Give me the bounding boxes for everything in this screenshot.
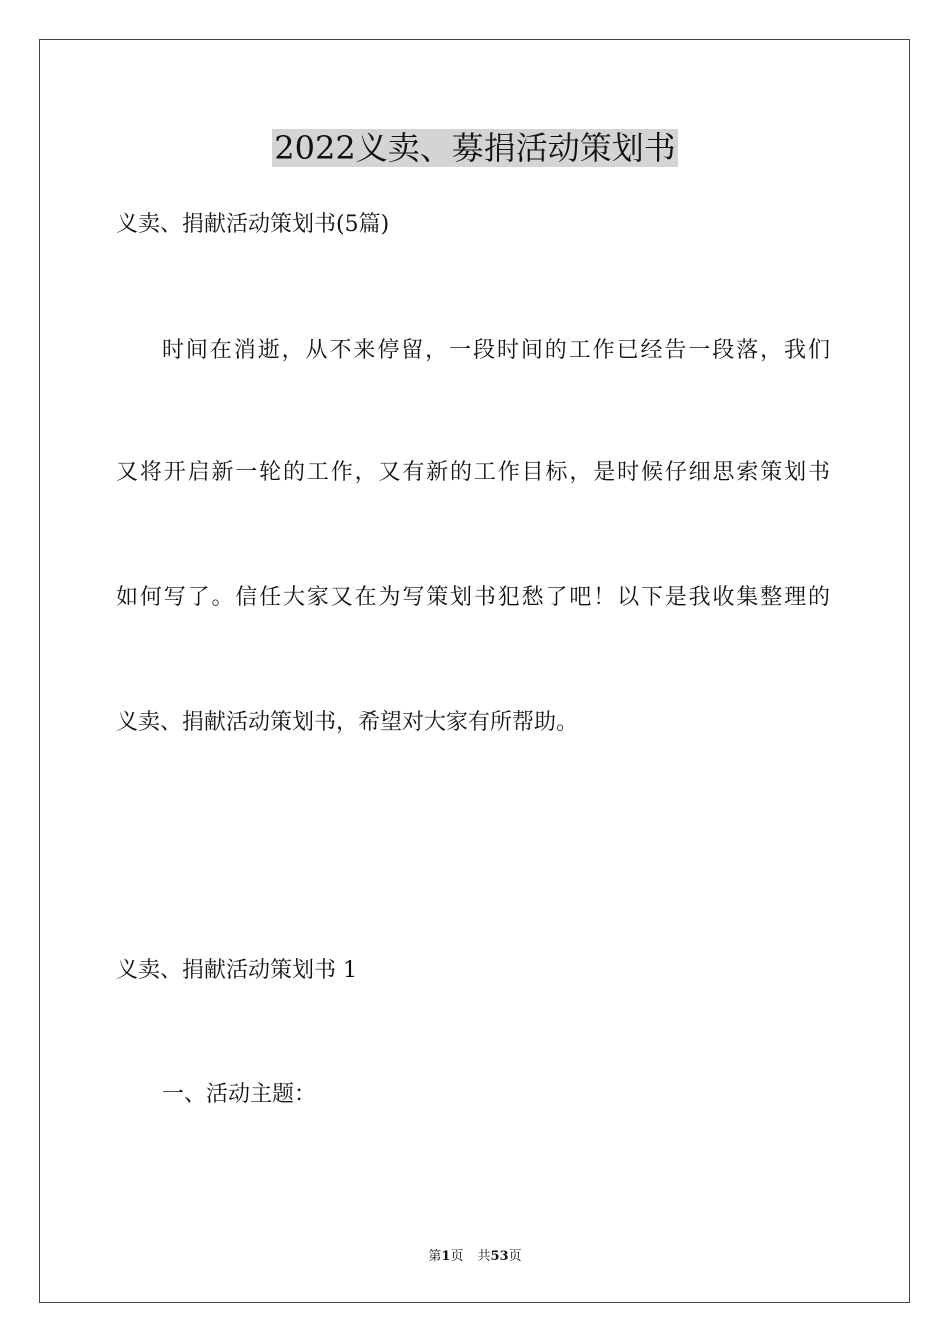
footer-total-pages: 53 — [490, 1249, 509, 1264]
document-subtitle: 义卖、捐献活动策划书(5篇) — [116, 212, 390, 237]
footer-page-unit: 页 — [450, 1249, 464, 1264]
section-heading: 义卖、捐献活动策划书 1 — [116, 958, 357, 983]
document-title — [0, 124, 950, 172]
document-title-text: 2022义卖、募捐活动策划书 — [274, 129, 676, 167]
intro-paragraph-line-3: 如何写了。信任大家又在为写策划书犯愁了吧！以下是我收集整理的 — [116, 585, 830, 610]
intro-paragraph-line-4: 义卖、捐献活动策划书，希望对大家有所帮助。 — [116, 710, 579, 735]
footer-current-page: 1 — [441, 1249, 451, 1264]
footer-total-unit: 页 — [508, 1249, 522, 1264]
page-footer — [0, 1248, 950, 1266]
intro-paragraph-line-1: 时间在消逝，从不来停留，一段时间的工作已经告一段落，我们 — [162, 338, 830, 363]
intro-paragraph-line-2: 又将开启新一轮的工作，又有新的工作目标，是时候仔细思索策划书 — [116, 460, 830, 485]
footer-prefix: 第 — [428, 1249, 442, 1264]
item-heading: 一、活动主题： — [162, 1082, 317, 1107]
footer-total-prefix: 共 — [477, 1249, 491, 1264]
